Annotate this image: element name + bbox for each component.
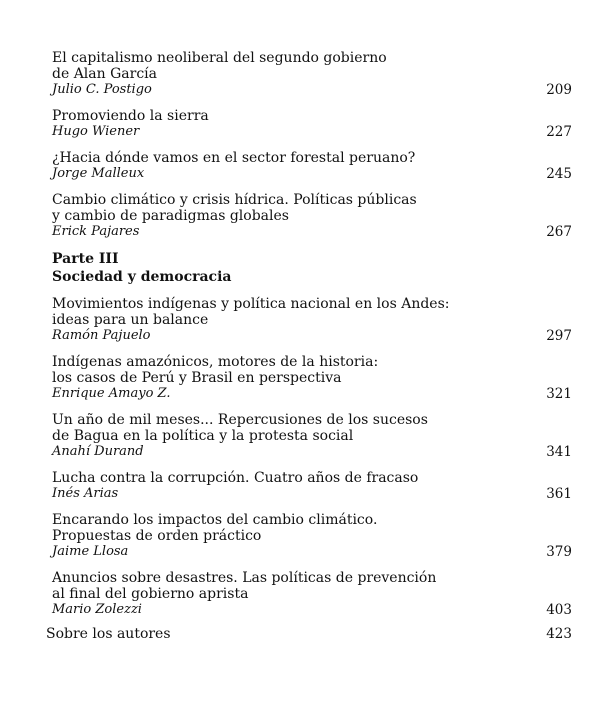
entry-page-number: 245	[546, 166, 572, 182]
toc-entry	[52, 512, 572, 560]
entry-title-line: ideas para un balance	[52, 312, 209, 328]
entry-title-line: los casos de Perú y Brasil en perspectiva	[52, 370, 342, 386]
entry-page-number: 341	[546, 444, 572, 460]
toc-entry	[52, 470, 572, 502]
entry-author: Enrique Amayo Z.	[52, 386, 171, 401]
entry-title-line: Encarando los impactos del cambio climático.	[52, 512, 378, 528]
entry-title-line: Anuncios sobre desastres. Las políticas de prevención	[52, 570, 437, 586]
entry-title-line: y cambio de paradigmas globales	[52, 208, 289, 224]
toc-entry	[52, 108, 572, 140]
entry-title-line: Propuestas de orden práctico	[52, 528, 262, 544]
toc-entry	[52, 296, 572, 344]
entry-page-number: 209	[546, 82, 572, 98]
toc-entry	[52, 570, 572, 618]
entry-title-line: ¿Hacia dónde vamos en el sector forestal peruano?	[52, 150, 416, 166]
entry-page-number: 423	[546, 626, 572, 642]
part-number: Parte III	[52, 251, 119, 267]
entry-author: Hugo Wiener	[52, 124, 140, 139]
entry-page-number: 379	[546, 544, 572, 560]
entry-title-line: Cambio climático y crisis hídrica. Políticas públicas	[52, 192, 417, 208]
toc-entry	[52, 50, 572, 98]
entry-author: Anahí Durand	[52, 444, 144, 459]
entry-page-number: 361	[546, 486, 572, 502]
entry-author: Julio C. Postigo	[52, 82, 152, 97]
toc-entry	[52, 412, 572, 460]
entry-title-line: Un año de mil meses... Repercusiones de los sucesos	[52, 412, 428, 428]
entry-title-line: Sobre los autores	[46, 626, 171, 642]
entry-title-line: al final del gobierno aprista	[52, 586, 249, 602]
toc-entry	[52, 150, 572, 182]
entry-page-number: 321	[546, 386, 572, 402]
entry-title-line: de Alan García	[52, 66, 157, 82]
entry-page-number: 267	[546, 224, 572, 240]
entry-title-line: Movimientos indígenas y política nacional en los Andes:	[52, 296, 450, 312]
entry-page-number: 227	[546, 124, 572, 140]
entry-author: Mario Zolezzi	[52, 602, 142, 617]
entry-title-line: Lucha contra la corrupción. Cuatro años de fracaso	[52, 470, 419, 486]
entry-author: Ramón Pajuelo	[52, 328, 151, 343]
entry-title-line: Indígenas amazónicos, motores de la historia:	[52, 354, 379, 370]
entry-author: Jorge Malleux	[52, 166, 145, 181]
entry-author: Erick Pajares	[52, 224, 140, 239]
entry-page-number: 403	[546, 602, 572, 618]
entry-author: Inés Arias	[52, 486, 119, 501]
entry-title-line: El capitalismo neoliberal del segundo gobierno	[52, 50, 387, 66]
entry-title-line: de Bagua en la política y la protesta social	[52, 428, 354, 444]
entry-author: Jaime Llosa	[52, 544, 129, 559]
toc-entry	[52, 192, 572, 240]
toc-entry	[52, 354, 572, 402]
toc-entry	[46, 626, 572, 642]
entry-page-number: 297	[546, 328, 572, 344]
entry-title-line: Promoviendo la sierra	[52, 108, 209, 124]
part-title: Sociedad y democracia	[52, 269, 232, 285]
